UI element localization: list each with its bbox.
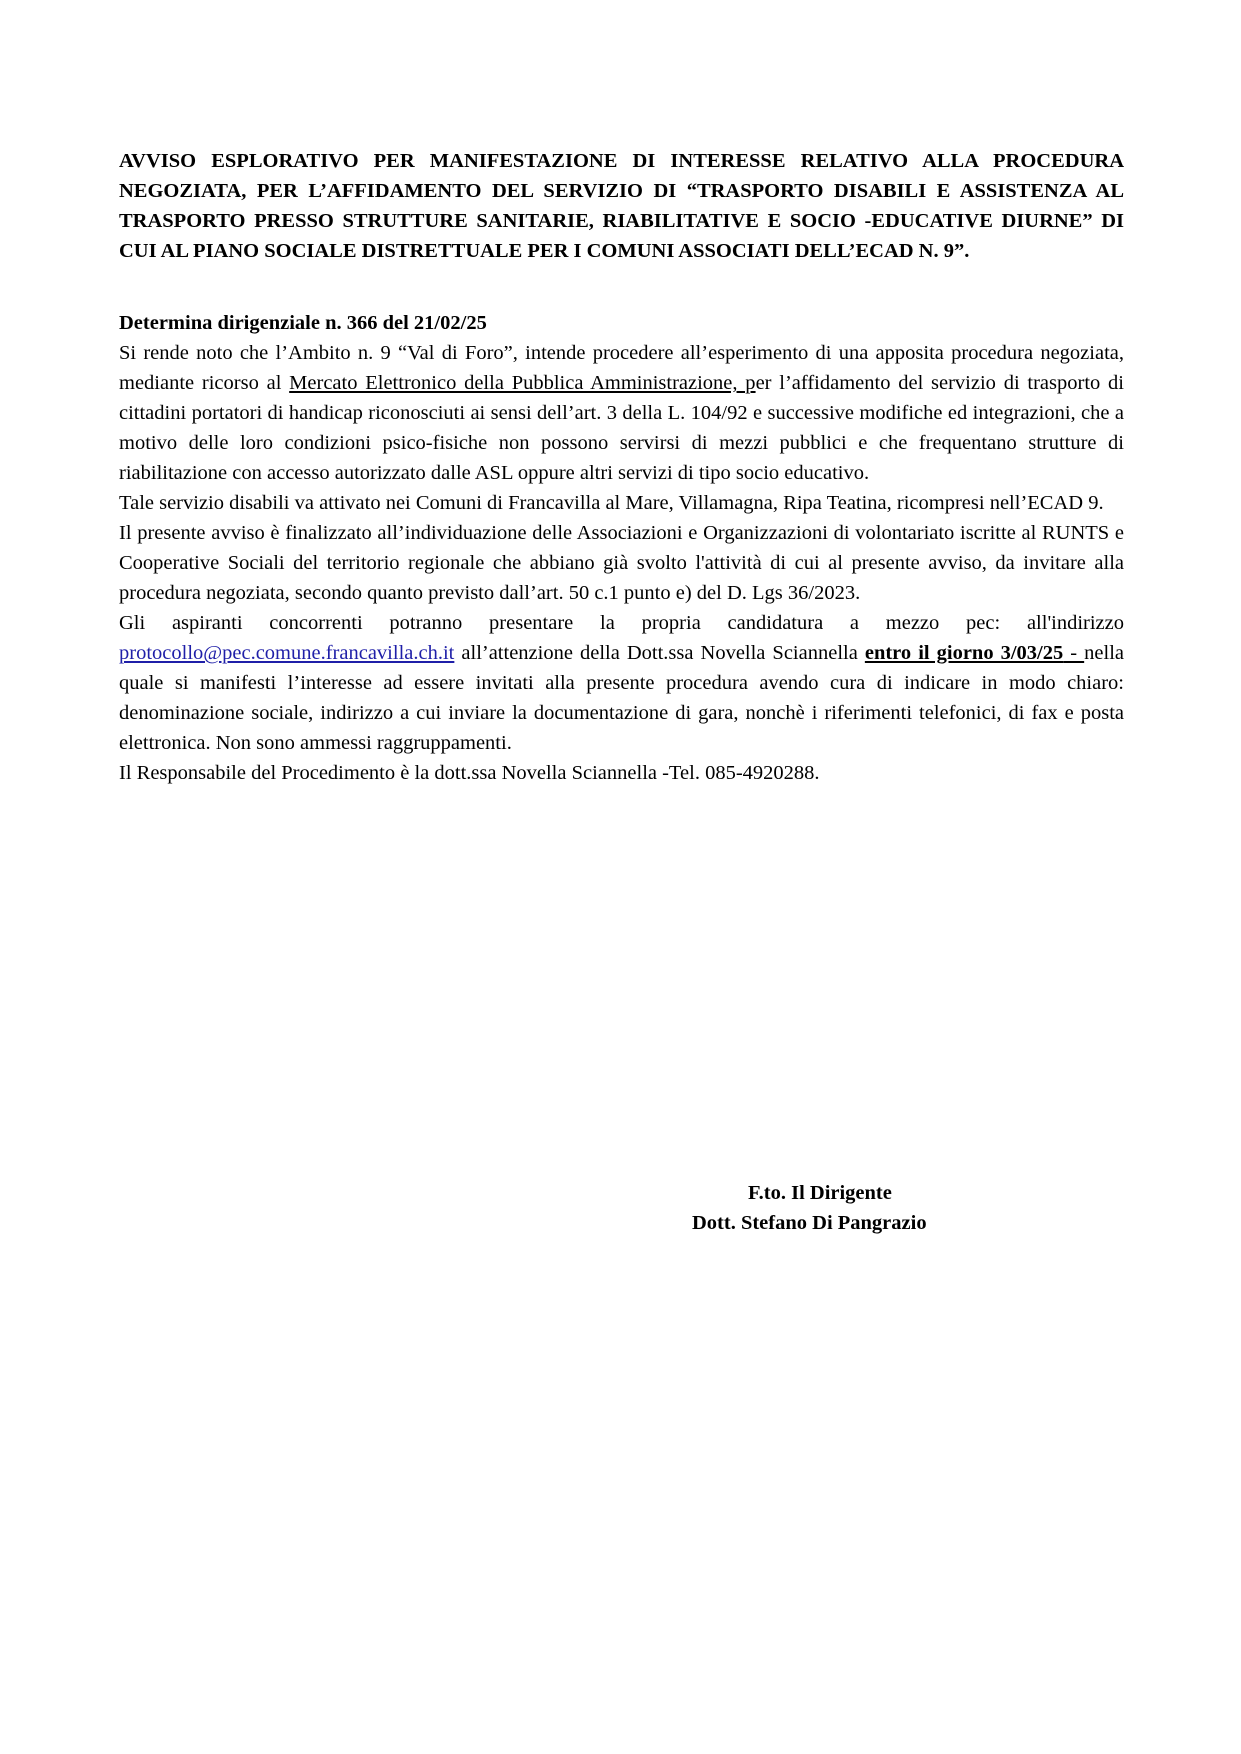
paragraph-application-text-1: Gli aspiranti concorrenti potranno presentare la propria candidatura a mezzo pec: all'indirizzo (119, 612, 1124, 634)
signature-name: Dott. Stefano Di Pangrazio (692, 1212, 927, 1234)
mepa-underlined-text: Mercato Elettronico della Pubblica Amministrazione, p (289, 372, 756, 394)
paragraph-application-text-3: nella quale si manifesti l’interesse ad essere invitati alla presente procedura avendo cura di indicare in modo chiaro: denominazione sociale, indirizzo a cui inviare la documentazione di gara, nonchè i riferimenti telefonici, di fax e posta elettronica. Non sono ammessi raggruppamenti. (119, 642, 1124, 754)
document-title: AVVISO ESPLORATIVO PER MANIFESTAZIONE DI INTERESSE RELATIVO ALLA PROCEDURA NEGOZIATA, PER L’AFFIDAMENTO DEL SERVIZIO DI “TRASPORTO DISABILI E ASSISTENZA AL TRASPORTO PRESSO STRUTTURE SANITARIE, RIABILITATIVE E SOCIO -EDUCATIVE DIURNE” DI CUI AL PIANO SOCIALE DISTRETTUALE PER I COMUNI ASSOCIATI DELL’ECAD N. 9”. (119, 150, 1124, 262)
paragraph-responsible: Il Responsabile del Procedimento è la dott.ssa Novella Sciannella -Tel. 085-4920288. (119, 762, 820, 784)
paragraph-intro (119, 338, 1124, 488)
deadline-separator: - (1063, 642, 1085, 664)
paragraph-purpose: Il presente avviso è finalizzato all’individuazione delle Associazioni e Organizzazioni di volontariato iscritte al RUNTS e Cooperative Sociali del territorio regionale che abbiano già svolto l'attività di cui al presente avviso, da invitare alla procedura negoziata, secondo quanto previsto dall’art. 50 c.1 punto e) del D. Lgs 36/2023. (119, 522, 1124, 604)
document-body (119, 146, 1124, 788)
paragraph-intro-text-1: Si rende noto che l’Ambito n. 9 “Val di Foro”, intende procedere all’esperimento di una apposita procedura negoziata, mediante ricorso al (119, 342, 1124, 394)
determina-reference: Determina dirigenziale n. 366 del 21/02/25 (119, 312, 487, 334)
paragraph-application-text-2: all’attenzione della Dott.ssa Novella Sciannella (454, 642, 865, 664)
paragraph-application (119, 608, 1124, 758)
pec-email-link[interactable]: protocollo@pec.comune.francavilla.ch.it (119, 642, 455, 664)
paragraph-municipalities: Tale servizio disabili va attivato nei Comuni di Francavilla al Mare, Villamagna, Ripa Teatina, ricompresi nell’ECAD 9. (119, 492, 1104, 514)
signature-role: F.to. Il Dirigente (748, 1182, 892, 1204)
paragraph-intro-text-2: er l’affidamento del servizio di trasporto di cittadini portatori di handicap riconosciuti ai sensi dell’art. 3 della L. 104/92 e successive modifiche ed integrazioni, che a motivo delle loro condizioni psico-fisiche non possono servirsi di mezzi pubblici e che frequentano strutture di riabilitazione con accesso autorizzato dalle ASL oppure altri servizi di tipo socio educativo. (119, 372, 1124, 484)
deadline-text: entro il giorno 3/03/25 (864, 642, 1064, 664)
